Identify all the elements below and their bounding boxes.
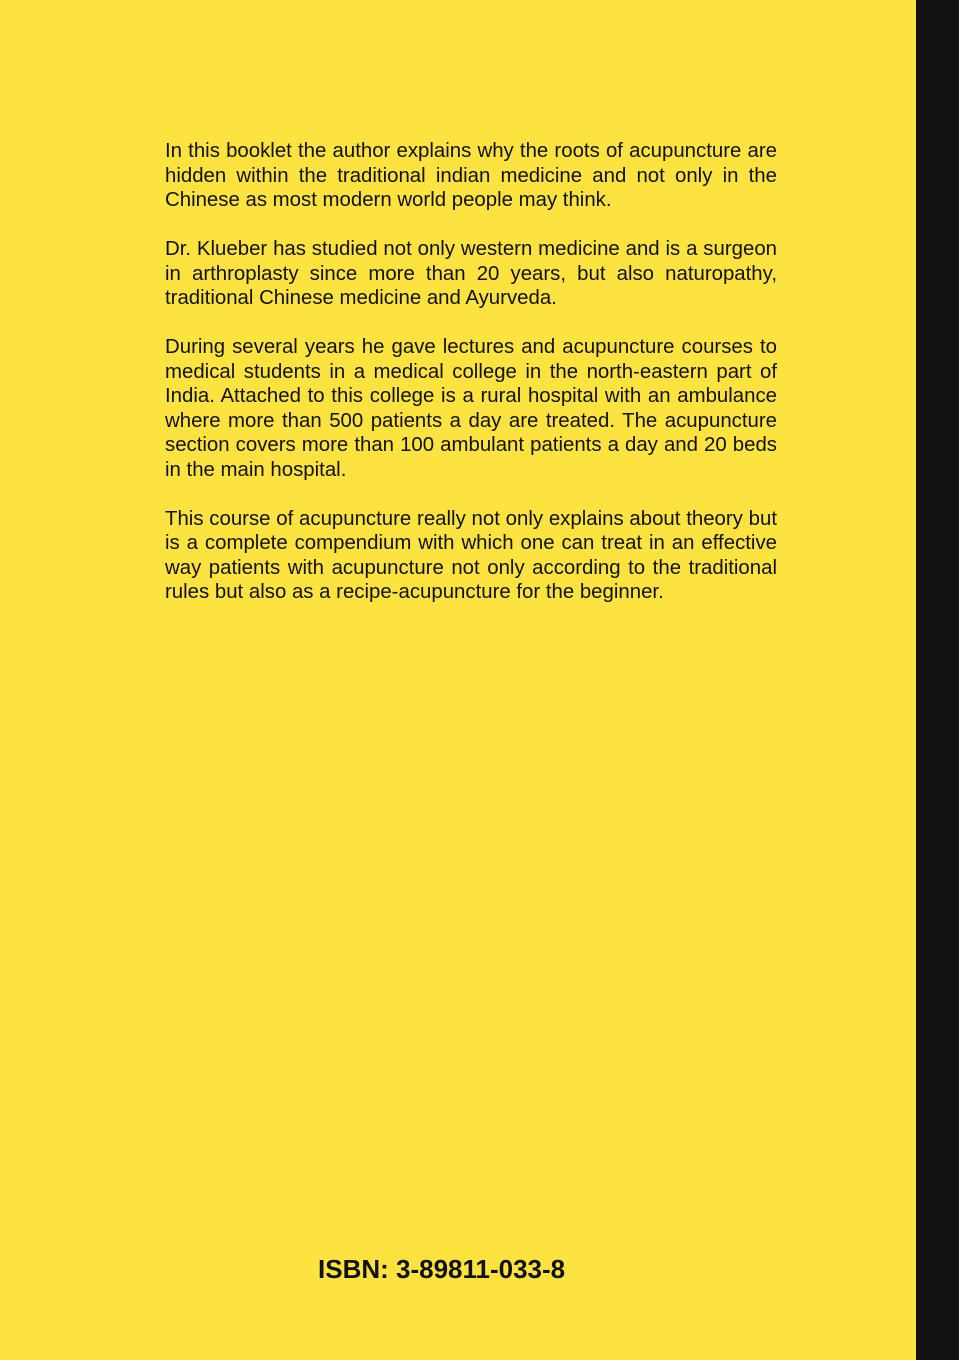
blurb-paragraph-course: This course of acupuncture really not only explains about theory but is a complete compendium with which one can treat in an effective way patients with acupuncture not only according to the traditional rules but also as a recipe-acupuncture for the beginner.: [165, 507, 777, 603]
blurb-text: [165, 139, 777, 629]
blurb-paragraph-author: Dr. Klueber has studied not only western medicine and is a surgeon in arthroplasty since more than 20 years, but also naturopathy, traditional Chinese medicine and Ayurveda.: [165, 238, 777, 309]
page-edge: [916, 0, 959, 1360]
blurb-paragraph-intro: In this booklet the author explains why the roots of acupuncture are hidden within the traditional indian medicine and not only in the Chinese as most modern world people may think.: [165, 140, 777, 211]
blurb-paragraph-lectures: During several years he gave lectures and acupuncture courses to medical students in a medical college in the north-eastern part of India. Attached to this college is a rural hospital with an ambulance where more than 500 patients a day are treated. The acupuncture section covers more than 100 ambulant patients a day and 20 beds in the main hospital.: [165, 336, 777, 481]
isbn-label: ISBN: 3-89811-033-8: [318, 1254, 566, 1284]
